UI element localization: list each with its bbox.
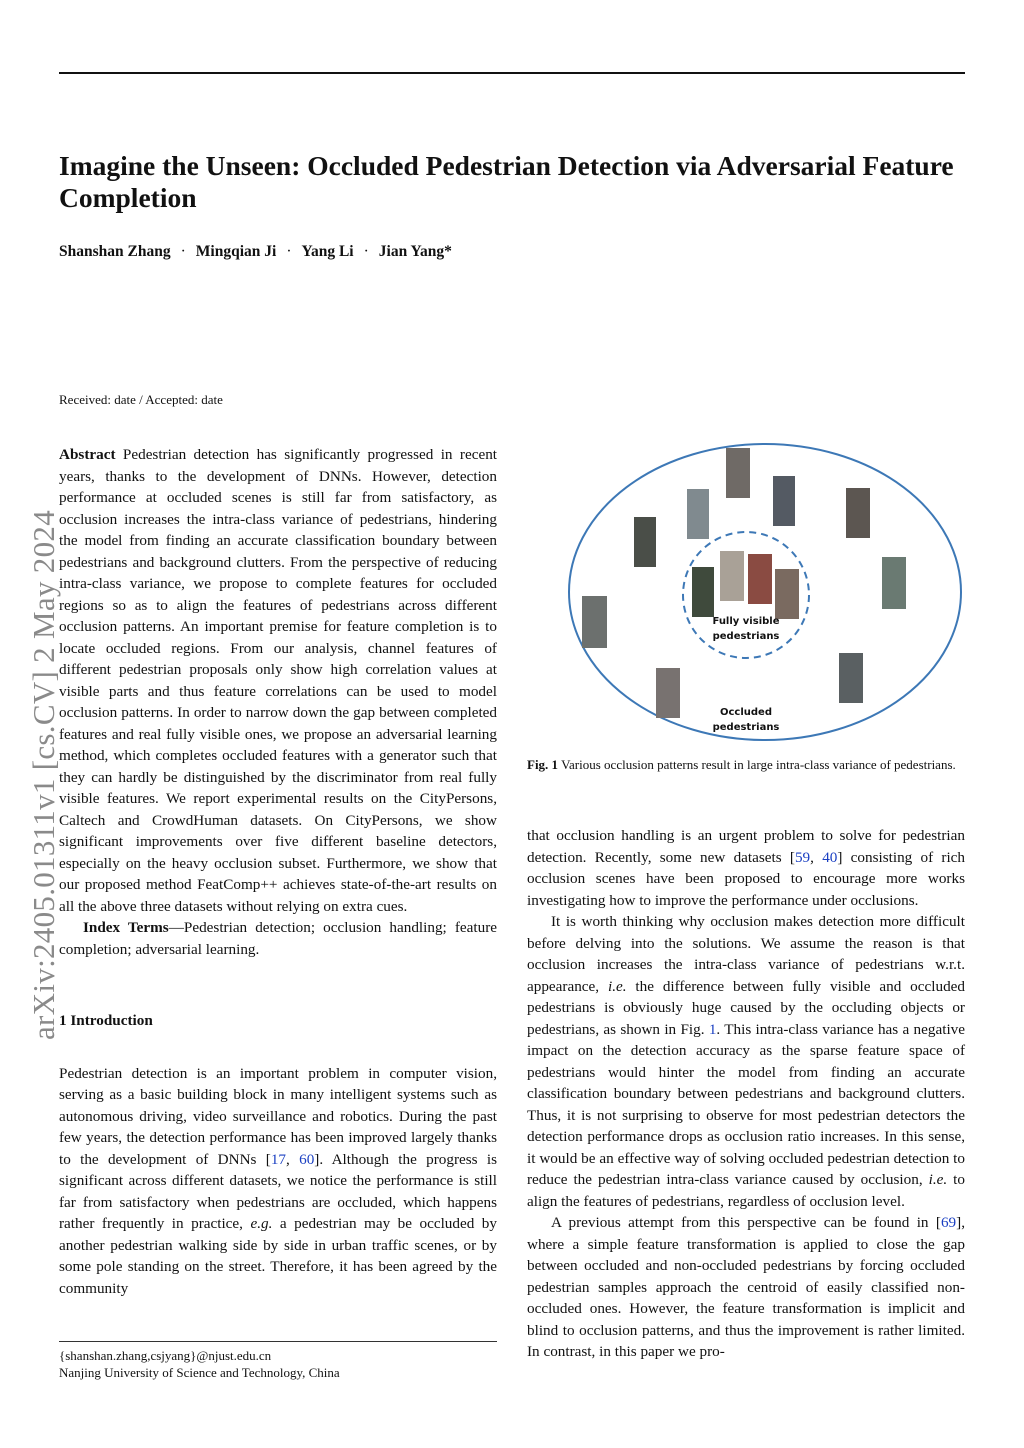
index-terms <box>59 917 497 960</box>
abstract <box>59 444 497 917</box>
left-column <box>59 444 497 1299</box>
text-run: to align the features of pedestrians, regardless of occlusion level. <box>527 1171 965 1210</box>
text-run: A previous attempt from this perspective can be found in [ <box>551 1214 941 1231</box>
index-terms-text: —Pedestrian detection; occlusion handling; feature completion; adversarial learning. <box>59 919 497 958</box>
body-paragraph <box>527 825 965 911</box>
caption-text: Various occlusion patterns result in large intra-class variance of pedestrians. <box>558 757 956 772</box>
text-run: . This intra-class variance has a negative impact on the detection accuracy as the sparse feature space of pedestrians would hinter the model from finding an accurate classification boundary between pedestrians and background clutters. Thus, it is not surprising to observe for most pedestrian detectors the detection performance drops as occlusion ratio increases. In this sense, it would be an effective way of solving occluded pedestrian detection to reduce the pedestrian intra-class variance caused by occlusion, <box>527 1020 965 1188</box>
author-separator: · <box>180 243 186 260</box>
text-run: , <box>810 848 823 866</box>
text-run: that occlusion handling is an urgent problem to solve for pedestrian detection. Recently, some new datasets [ <box>527 827 965 866</box>
footnote-emails: {shanshan.zhang,csjyang}@njust.edu.cn <box>59 1348 272 1363</box>
right-column <box>527 825 965 1363</box>
pedestrian-thumbnail <box>687 489 709 539</box>
text-run: e.g. <box>250 1215 273 1232</box>
section-heading: 1 Introduction <box>59 1012 153 1029</box>
text-run: i.e. <box>607 977 627 995</box>
index-terms-label: Index Terms <box>83 919 169 936</box>
pedestrian-thumbnail <box>726 448 750 498</box>
paper-title: Imagine the Unseen: Occluded Pedestrian Detection via Adversarial Feature Completion <box>59 150 954 213</box>
outer-label: pedestrians <box>712 722 780 733</box>
text-run: , <box>286 1150 300 1168</box>
author-separator: · <box>286 243 292 260</box>
body-paragraph <box>527 911 965 1212</box>
text-run: ]. Although the progress is significant across different datasets, we notice the performance is still far from satisfactory when pedestrians are occluded, which happens rather frequently in practice, <box>59 1150 497 1232</box>
author-name: Jian Yang* <box>378 243 452 260</box>
inner-label: Fully visible <box>712 616 780 627</box>
inner-label: pedestrians <box>712 631 780 642</box>
figure-link[interactable]: 1 <box>708 1020 717 1038</box>
citation-link[interactable]: 69 <box>940 1214 957 1231</box>
pedestrian-thumbnail <box>634 517 656 567</box>
footnote-rule <box>59 1341 497 1342</box>
footnote <box>59 1347 340 1381</box>
author-list <box>59 243 452 261</box>
abstract-label: Abstract <box>59 446 116 463</box>
citation-link[interactable]: 17 <box>270 1150 286 1168</box>
figure-1 <box>565 440 963 745</box>
received-date: Received: date / Accepted: date <box>59 392 223 407</box>
pedestrian-thumbnail <box>656 668 680 718</box>
citation-link[interactable]: 60 <box>299 1150 315 1168</box>
author-name: Mingqian Ji <box>195 243 277 260</box>
citation-link[interactable]: 40 <box>822 848 838 866</box>
text-run: ] consisting of rich occlusion scenes have been proposed to encourage more works investigating how to improve the performance under occlusions. <box>527 848 966 909</box>
figure-caption <box>527 756 965 773</box>
arxiv-watermark: arXiv:2405.01311v1 [cs.CV] 2 May 2024 <box>26 509 61 1040</box>
pedestrian-thumbnail <box>720 551 744 601</box>
outer-label: Occluded <box>719 707 773 718</box>
intro-paragraph <box>59 1063 497 1300</box>
pedestrian-thumbnails <box>582 448 906 718</box>
pedestrian-thumbnail <box>882 557 906 609</box>
caption-label: Fig. 1 <box>527 757 559 772</box>
pedestrian-thumbnail <box>748 554 772 604</box>
text-run: Pedestrian detection is an important problem in computer vision, serving as a basic building block in many intelligent systems such as autonomous driving, video surveillance and robotics. During the past few years, the detection performance has been improved largely thanks to the development of DNNs [ <box>59 1064 497 1168</box>
citation-link[interactable]: 59 <box>794 848 811 866</box>
pedestrian-thumbnail <box>582 596 607 648</box>
author-name: Yang Li <box>301 243 354 260</box>
abstract-text: Pedestrian detection has significantly progressed in recent years, thanks to the development of DNNs. However, detection performance at occluded scenes is still far from satisfactory, as occlusion increases the intra-class variance of pedestrians, hindering the model from finding an accurate classification boundary between pedestrians and background clutters. From the perspective of reducing intra-class variance, we propose to complete features for occluded regions so as to align the features of pedestrians across different occlusion patterns. An important premise for feature completion is to locate occluded regions. From our analysis, channel features of different pedestrian proposals only show high correlation values at visible parts and thus feature correlations can be used to model occlusion patterns. In order to narrow down the gap between completed features and real fully visible ones, we propose an adversarial learning method, which completes occluded features with a generator such that they can hardly be distinguished by the discriminator from real fully visible features. We report experimental results on the CityPersons, Caltech and CrowdHuman datasets. On CityPersons, we show significant improvements over five different baseline detectors, especially on the heavy occlusion subset. Furthermore, we show that our proposed method FeatComp++ achieves state-of-the-art results on all the above three datasets without relying on extra cues. <box>59 446 498 915</box>
text-run: a pedestrian may be occluded by another pedestrian walking side by side in urban traffic scenes, or by some pole standing on the street. Therefore, it has been agreed by the community <box>59 1215 497 1297</box>
text-run: ], where a simple feature transformation is applied to close the gap between occluded and non-occluded pedestrians by forcing occluded pedestrian samples approach the centroid of easily classified non-occluded ones. However, the feature transformation is implicit and blind to occlusion patterns, and thus the improvement is rather limited. In contrast, in this paper we pro- <box>527 1214 965 1360</box>
author-name: Shanshan Zhang <box>59 243 171 260</box>
pedestrian-thumbnail <box>692 567 714 617</box>
pedestrian-thumbnail <box>775 569 799 619</box>
text-run: the difference between fully visible and occluded pedestrians is obviously huge caused by the occluding objects or pedestrians, as shown in Fig. <box>527 977 965 1038</box>
pedestrian-thumbnail <box>839 653 863 703</box>
header-rule <box>59 72 965 74</box>
footnote-affiliation: Nanjing University of Science and Technology, China <box>59 1365 340 1380</box>
pedestrian-thumbnail <box>846 488 870 538</box>
pedestrian-thumbnail <box>773 476 795 526</box>
author-separator: · <box>363 243 369 260</box>
text-run: It is worth thinking why occlusion makes detection more difficult before delving into the solutions. We assume the reason is that occlusion increases the intra-class variance of pedestrians w.r.t. appearance, <box>527 913 965 995</box>
text-run: i.e. <box>928 1171 948 1188</box>
body-paragraph <box>527 1212 965 1363</box>
